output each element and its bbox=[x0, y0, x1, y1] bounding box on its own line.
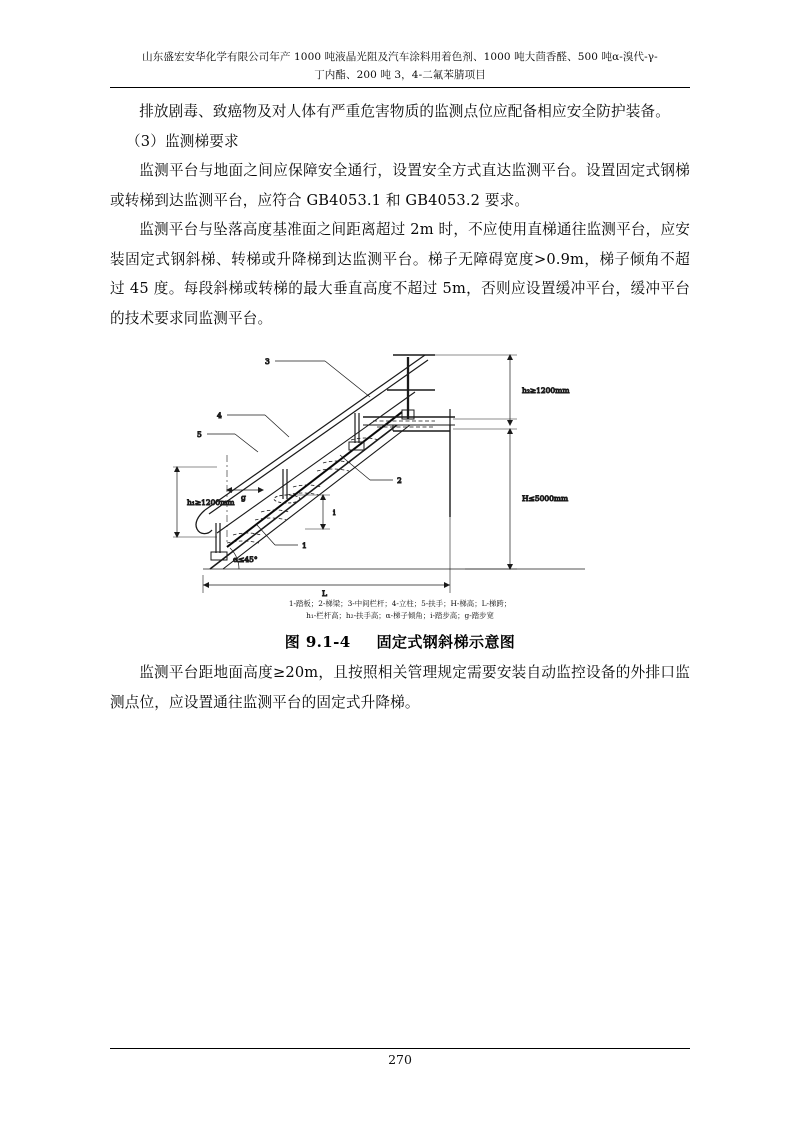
figure-dim-H: H≤5000mm bbox=[522, 494, 569, 504]
paragraph-1: 排放剧毒、致癌物及对人体有严重危害物质的监测点位应配备相应安全防护装备。 bbox=[139, 103, 670, 121]
header-line-2: 丁内酯、200 吨 3，4-二氟苯腈项目 bbox=[314, 69, 486, 82]
figure-index-2: 2 bbox=[397, 476, 402, 486]
figure-dim-h1: h₁≥1200mm bbox=[187, 498, 235, 508]
page-footer bbox=[110, 1048, 690, 1067]
figure-caption bbox=[110, 631, 690, 652]
figure-legend-line-1: 1-踏板；2-梯梁；3-中间栏杆；4-立柱；5-扶手；H-梯高；L-梯跨； bbox=[288, 599, 512, 609]
paragraph-4: 监测平台与坠落高度基准面之间距离超过 2m 时，不应使用直梯通往监测平台，应安装固定式钢斜梯、转梯或升降梯到达监测平台。梯子无障碍宽度>0.9m，梯子倾角不超过 45 度。每段斜梯或转梯的最大垂直高度不超过 5m，否则应设置缓冲平台，缓冲平台的技术要求同监测平台。 bbox=[110, 221, 690, 327]
footer-divider bbox=[110, 1048, 690, 1049]
page-content bbox=[110, 0, 690, 1123]
figure-dim-i: i bbox=[333, 508, 336, 518]
figure-index-1: 1 bbox=[302, 541, 307, 551]
figure-caption-number: 图 9.1-4 bbox=[284, 633, 351, 652]
running-header bbox=[110, 0, 690, 84]
figure-index-5: 5 bbox=[197, 430, 202, 440]
figure-dim-L: L bbox=[322, 589, 327, 598]
figure-legend-line-2: h₁-栏杆高；h₂-扶手高；α-梯子倾角；i-踏步高；g-踏步宽 bbox=[306, 610, 494, 620]
page-number: 270 bbox=[388, 1052, 412, 1067]
body-text bbox=[110, 97, 690, 333]
figure-dim-g: g bbox=[241, 493, 246, 503]
stair-schematic-svg bbox=[165, 347, 635, 597]
figure-stair-diagram bbox=[110, 347, 690, 652]
header-divider bbox=[110, 87, 690, 88]
figure-dim-h2: h₂≥1200mm bbox=[522, 386, 570, 396]
header-line-1: 山东盛宏安华化学有限公司年产 1000 吨液晶光阻及汽车涂料用着色剂、1000 吨大茴香醛、500 吨α-溴代-γ- bbox=[142, 51, 658, 63]
figure-caption-title: 固定式钢斜梯示意图 bbox=[376, 633, 516, 652]
figure-dim-alpha: α≤45° bbox=[233, 555, 258, 565]
figure-index-4: 4 bbox=[217, 411, 222, 421]
paragraph-3: 监测平台与地面之间应保障安全通行，设置安全方式直达监测平台。设置固定式钢梯或转梯到达监测平台，应符合 GB4053.1 和 GB4053.2 要求。 bbox=[110, 162, 690, 209]
figure-index-3: 3 bbox=[265, 357, 270, 367]
paragraph-2-heading: （3）监测梯要求 bbox=[126, 132, 239, 150]
figure-legend bbox=[110, 598, 690, 621]
paragraph-5: 监测平台距地面高度≥20m，且按照相关管理规定需要安装自动监控设备的外排口监测点位，应设置通往监测平台的固定式升降梯。 bbox=[110, 664, 690, 711]
